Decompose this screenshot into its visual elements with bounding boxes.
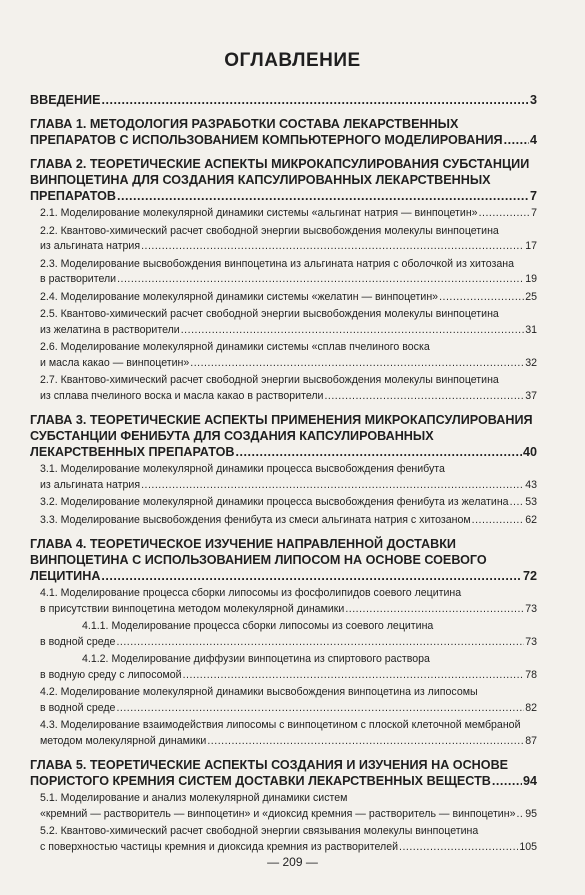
- toc-entry-section-3-1[interactable]: 3.1. Моделирование молекулярной динамики процесса высвобождения фенибута из альгината натрия ..... 43: [30, 462, 537, 493]
- page-number: 94: [522, 774, 537, 788]
- toc-entry-chapter-1[interactable]: ГЛАВА 1. МЕТОДОЛОГИЯ РАЗРАБОТКИ СОСТАВА ЛЕКАРСТВЕННЫХ ПРЕПАРАТОВ С ИСПОЛЬЗОВАНИЕМ КОМПЬЮТЕРНОГО МОДЕЛИРОВАНИЯ ..... 4: [30, 116, 537, 148]
- toc-entry-intro[interactable]: ВВЕДЕНИЕ ..... 3: [30, 92, 537, 108]
- page-number: 3: [529, 93, 537, 107]
- toc-entry-section-2-5[interactable]: 2.5. Квантово-химический расчет свободной энергии высвобождения молекулы винпоцетина из желатина в растворители ..... 31: [30, 307, 537, 338]
- page-number: 25: [525, 290, 537, 303]
- page-number: 31: [525, 323, 537, 336]
- toc-entry-section-3-3[interactable]: 3.3. Моделирование высвобождения фенибута из смеси альгината натрия с хитозаном ..... 62: [30, 513, 537, 529]
- page-number: 95: [525, 807, 537, 820]
- toc-entry-section-2-1[interactable]: 2.1. Моделирование молекулярной динамики системы «альгинат натрия — винпоцетин» ..... 7: [30, 206, 537, 222]
- toc-entry-section-4-3[interactable]: 4.3. Моделирование взаимодействия липосомы с винпоцетином с плоской клеточной мембраной методом молекулярной динамики ..... 87: [30, 718, 537, 749]
- table-of-contents: [30, 92, 537, 855]
- toc-entry-chapter-5[interactable]: ГЛАВА 5. ТЕОРЕТИЧЕСКИЕ АСПЕКТЫ СОЗДАНИЯ И ИЗУЧЕНИЯ НА ОСНОВЕ ПОРИСТОГО КРЕМНИЯ СИСТЕМ ДОСТАВКИ ЛЕКАРСТВЕННЫХ ВЕЩЕСТВ ..... 94: [30, 757, 537, 789]
- page-number: 32: [525, 356, 537, 369]
- page-title: ОГЛАВЛЕНИЕ: [224, 50, 361, 71]
- toc-entry-chapter-4[interactable]: ГЛАВА 4. ТЕОРЕТИЧЕСКОЕ ИЗУЧЕНИЕ НАПРАВЛЕННОЙ ДОСТАВКИ ВИНПОЦЕТИНА С ИСПОЛЬЗОВАНИЕМ ЛИПОСОМ НА ОСНОВЕ СОЕВОГО ЛЕЦИТИНА ..... 72: [30, 536, 537, 584]
- toc-entry-section-2-7[interactable]: 2.7. Квантово-химический расчет свободной энергии высвобождения молекулы винпоцетина из сплава пчелиного воска и масла какао в растворители ..... 37: [30, 373, 537, 404]
- toc-entry-section-5-2[interactable]: 5.2. Квантово-химический расчет свободной энергии связывания молекулы винпоцетина с поверхностью частицы кремния и диоксида кремния из растворителей ..... 105: [30, 824, 537, 855]
- page-footer-number: — 209 —: [267, 855, 318, 869]
- toc-entry-section-2-6[interactable]: 2.6. Моделирование молекулярной динамики системы «сплав пчелиного воска и масла какао — винпоцетин» ..... 32: [30, 340, 537, 371]
- page-number: 78: [525, 668, 537, 681]
- page-number: 19: [525, 273, 537, 285]
- page-number: 73: [525, 602, 537, 615]
- toc-entry-section-2-2[interactable]: 2.2. Квантово-химический расчет свободной энергии высвобождения молекулы винпоцетина из альгината натрия ..... 17: [30, 224, 537, 255]
- page-number: 82: [525, 701, 537, 714]
- toc-entry-chapter-3[interactable]: ГЛАВА 3. ТЕОРЕТИЧЕСКИЕ АСПЕКТЫ ПРИМЕНЕНИЯ МИКРОКАПСУЛИРОВАНИЯ СУБСТАНЦИИ ФЕНИБУТА ДЛЯ СОЗДАНИЯ КАПСУЛИРОВАННЫХ ЛЕКАРСТВЕННЫХ ПРЕПАРАТОВ ..... 40: [30, 412, 537, 460]
- toc-entry-section-4-2[interactable]: 4.2. Моделирование молекулярной динамики высвобождения винпоцетина из липосомы в водной среде ..... 82: [30, 685, 537, 716]
- page-number: 7: [529, 189, 537, 203]
- page-number: 53: [525, 496, 537, 508]
- toc-entry-section-4-1-1[interactable]: 4.1.1. Моделирование процесса сборки липосомы из соевого лецитина в водной среде ..... 73: [30, 619, 537, 650]
- toc-entry-chapter-2[interactable]: ГЛАВА 2. ТЕОРЕТИЧЕСКИЕ АСПЕКТЫ МИКРОКАПСУЛИРОВАНИЯ СУБСТАНЦИИ ВИНПОЦЕТИНА ДЛЯ СОЗДАНИЯ КАПСУЛИРОВАННЫХ ЛЕКАРСТВЕННЫХ ПРЕПАРАТОВ ..... 7: [30, 156, 537, 204]
- page-number: 87: [525, 734, 537, 747]
- page-number: 73: [525, 635, 537, 648]
- page-number: 4: [529, 133, 537, 147]
- page-number: 43: [525, 478, 537, 491]
- page-number: 40: [522, 445, 537, 459]
- page-number: 37: [525, 389, 537, 402]
- page-number: 17: [525, 240, 537, 252]
- page-number: 105: [519, 840, 537, 853]
- toc-entry-section-2-3[interactable]: 2.3. Моделирование высвобождения винпоцетина из альгината натрия с оболочкой из хитозана в растворители ..... 19: [30, 257, 537, 288]
- toc-entry-section-3-2[interactable]: 3.2. Моделирование молекулярной динамики процесса высвобождения фенибута из желатина ..... 53: [30, 495, 537, 511]
- toc-entry-section-4-1[interactable]: 4.1. Моделирование процесса сборки липосомы из фосфолипидов соевого лецитина в присутствии винпоцетина методом молекулярной динамики ..... 73: [30, 586, 537, 617]
- page-number: 7: [531, 207, 537, 219]
- page-number: 62: [525, 513, 537, 526]
- toc-entry-section-4-1-2[interactable]: 4.1.2. Моделирование диффузии винпоцетина из спиртового раствора в водную среду с липосомой ..... 78: [30, 652, 537, 683]
- page-number: 72: [522, 569, 537, 583]
- toc-entry-section-2-4[interactable]: 2.4. Моделирование молекулярной динамики системы «желатин — винпоцетин» ..... 25: [30, 290, 537, 306]
- toc-entry-section-5-1[interactable]: 5.1. Моделирование и анализ молекулярной динамики систем «кремний — растворитель — винпоцетин» и «диоксид кремния — растворитель — винпоцетин» ..... 95: [30, 791, 537, 822]
